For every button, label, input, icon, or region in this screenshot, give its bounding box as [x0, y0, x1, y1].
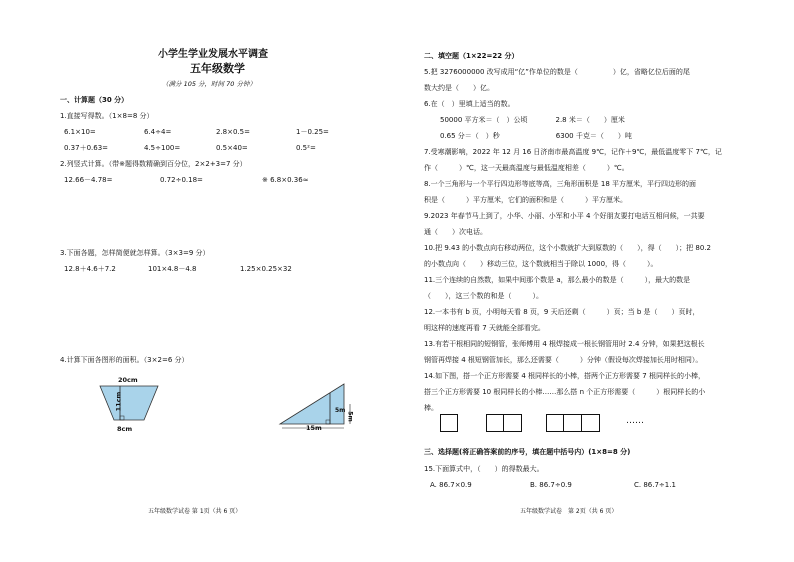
fill-line: 9.2023 年春节马上到了，小华、小丽、小军和小平 4 个好朋友要打电话互相问候，一共要 — [424, 212, 705, 220]
fill-line: 11.三个连续的自然数，如果中间那个数是 a，那么最小的数是（ ），最大的数是 — [424, 276, 691, 284]
q2-item: ※ 6.8×0.36≈ — [262, 176, 309, 184]
fill-line: 7.受寒潮影响，2022 年 12 月 16 日济南市最高温度 9℃，记作＋9℃，最低温度零下 7℃，记 — [424, 148, 722, 156]
q1-label: 1.直接写得数。（1×8=8 分） — [60, 112, 154, 120]
q15-option-c: C. 86.7÷1.1 — [634, 481, 676, 489]
fill-line: 10.把 9.43 的小数点向右移动两位，这个小数就扩大到原数的（ ），得（ ）；把 80.2 — [424, 244, 711, 252]
q2-label: 2.列竖式计算。（带※题得数精确到百分位，2×2+3=7 分） — [60, 160, 247, 168]
q1-item: 0.5×40= — [216, 144, 248, 152]
three-squares-figure — [546, 414, 600, 432]
triangle-figure — [278, 382, 368, 430]
fill-line: 钢管再焊接 4 根短钢管加长，那么还需要（ ）分钟（假设每次焊接加长用时相同）。 — [424, 356, 703, 364]
triangle-right-label: 5m — [346, 411, 354, 422]
q1-item: 2.8×0.5= — [216, 128, 250, 136]
triangle-side-label: 5m — [335, 407, 346, 414]
fill-line: 数大约是（ ）亿。 — [424, 84, 494, 92]
ellipsis: …… — [626, 416, 644, 426]
q2-item: 0.72÷0.18= — [160, 176, 203, 184]
fill-line: 通（ ）次电话。 — [424, 228, 487, 236]
section-3-heading: 三、选择题(将正确答案前的序号，填在题中括号内）(1×8=8 分) — [424, 448, 631, 456]
fill-line: （ ），这三个数的和是（ ）。 — [424, 292, 543, 300]
q1-item: 6.1×10= — [64, 128, 96, 136]
q4-label: 4.计算下面各图形的面积。（3×2=6 分） — [60, 356, 189, 364]
one-square-figure — [440, 414, 458, 432]
fill-line: 棒。 — [424, 404, 438, 412]
trapezoid-top-label: 20cm — [118, 376, 138, 384]
fill-line: 14.如下图，搭一个正方形需要 4 根同样长的小棒，搭两个正方形需要 7 根同样长的小棒， — [424, 372, 705, 380]
q3-item: 1.25×0.25×32 — [240, 265, 292, 273]
fill-line: 作（ ）℃，这一天最高温度与最低温度相差（ ）℃。 — [424, 164, 629, 172]
fill-line: 6.在（ ）里填上适当的数。 — [424, 100, 515, 108]
page-title: 小学生学业发展水平调查 — [158, 49, 268, 60]
fill-line: 明这样的速度再看 7 天就能全部看完。 — [424, 324, 545, 332]
fill-line: 12.一本书有 b 页，小明每天看 8 页，9 天后还剩（ ）页；当 b 是（ ）页时， — [424, 308, 700, 316]
fill-line: 8.一个三角形与一个平行四边形等底等高，三角形面积是 18 平方厘米，平行四边形的面 — [424, 180, 697, 188]
trapezoid-figure — [96, 380, 166, 426]
page-subtitle: 五年级数学 — [190, 62, 245, 75]
square-divider — [503, 414, 504, 432]
section-1-heading: 一、计算题（30 分） — [60, 96, 129, 104]
triangle-base-label: 15m — [306, 424, 322, 432]
fill-line: 5.把 3276000000 改写成用“亿”作单位的数是（ ）亿，省略亿位后面的尾 — [424, 68, 690, 76]
trapezoid-height-label: 11cm — [114, 391, 123, 412]
q15-option-b: B. 86.7÷0.9 — [530, 481, 572, 489]
q1-item: 6.4÷4= — [144, 128, 172, 136]
q1-item: 1－0.25= — [296, 128, 329, 136]
q15-label: 15.下面算式中，（ ）的得数最大。 — [424, 465, 544, 473]
q1-item: 0.37＋0.63= — [64, 144, 109, 152]
q1-item: 0.5²= — [296, 144, 316, 152]
fill-line: 的小数点向（ ）移动三位，这个数就相当于除以 1000，得（ ）。 — [424, 260, 658, 268]
q3-item: 101×4.8－4.8 — [148, 265, 197, 273]
q3-item: 12.8＋4.6＋7.2 — [64, 265, 116, 273]
square-divider — [581, 414, 582, 432]
fill-line: 积是（ ）平方厘米，它们的面积和是（ ）平方厘米。 — [424, 196, 627, 204]
q15-option-a: A. 86.7×0.9 — [430, 481, 472, 489]
q2-item: 12.66－4.78= — [64, 176, 113, 184]
fill-line: 搭三个正方形需要 10 根同样长的小棒……那么搭 n 个正方形需要（ ）根同样长的小 — [424, 388, 706, 396]
page-1-footer: 五年级数学试卷 第 1页（共 6 页） — [148, 508, 242, 515]
q3-label: 3.下面各题，怎样简便就怎样算。（3×3=9 分） — [60, 249, 210, 257]
square-divider — [563, 414, 564, 432]
q1-item: 4.5÷100= — [144, 144, 181, 152]
exam-meta: （满分 105 分，时间 70 分钟） — [162, 80, 256, 88]
page-2-footer: 五年级数学试卷 第 2页（共 6 页） — [520, 508, 618, 515]
fill-line: 0.65 分＝（ ）秒 6300 千克＝（ ）吨 — [440, 132, 632, 140]
section-2-heading: 二、填空题（1×22=22 分） — [424, 52, 519, 60]
fill-line: 13.有若干根相同的短钢管，张师傅用 4 根焊接成一根长钢管用时 2.4 分钟，如果把这根长 — [424, 340, 705, 348]
fill-line: 50000 平方米＝（ ）公顷 2.8 米＝（ ）厘米 — [440, 116, 625, 124]
trapezoid-bottom-label: 8cm — [117, 425, 133, 433]
